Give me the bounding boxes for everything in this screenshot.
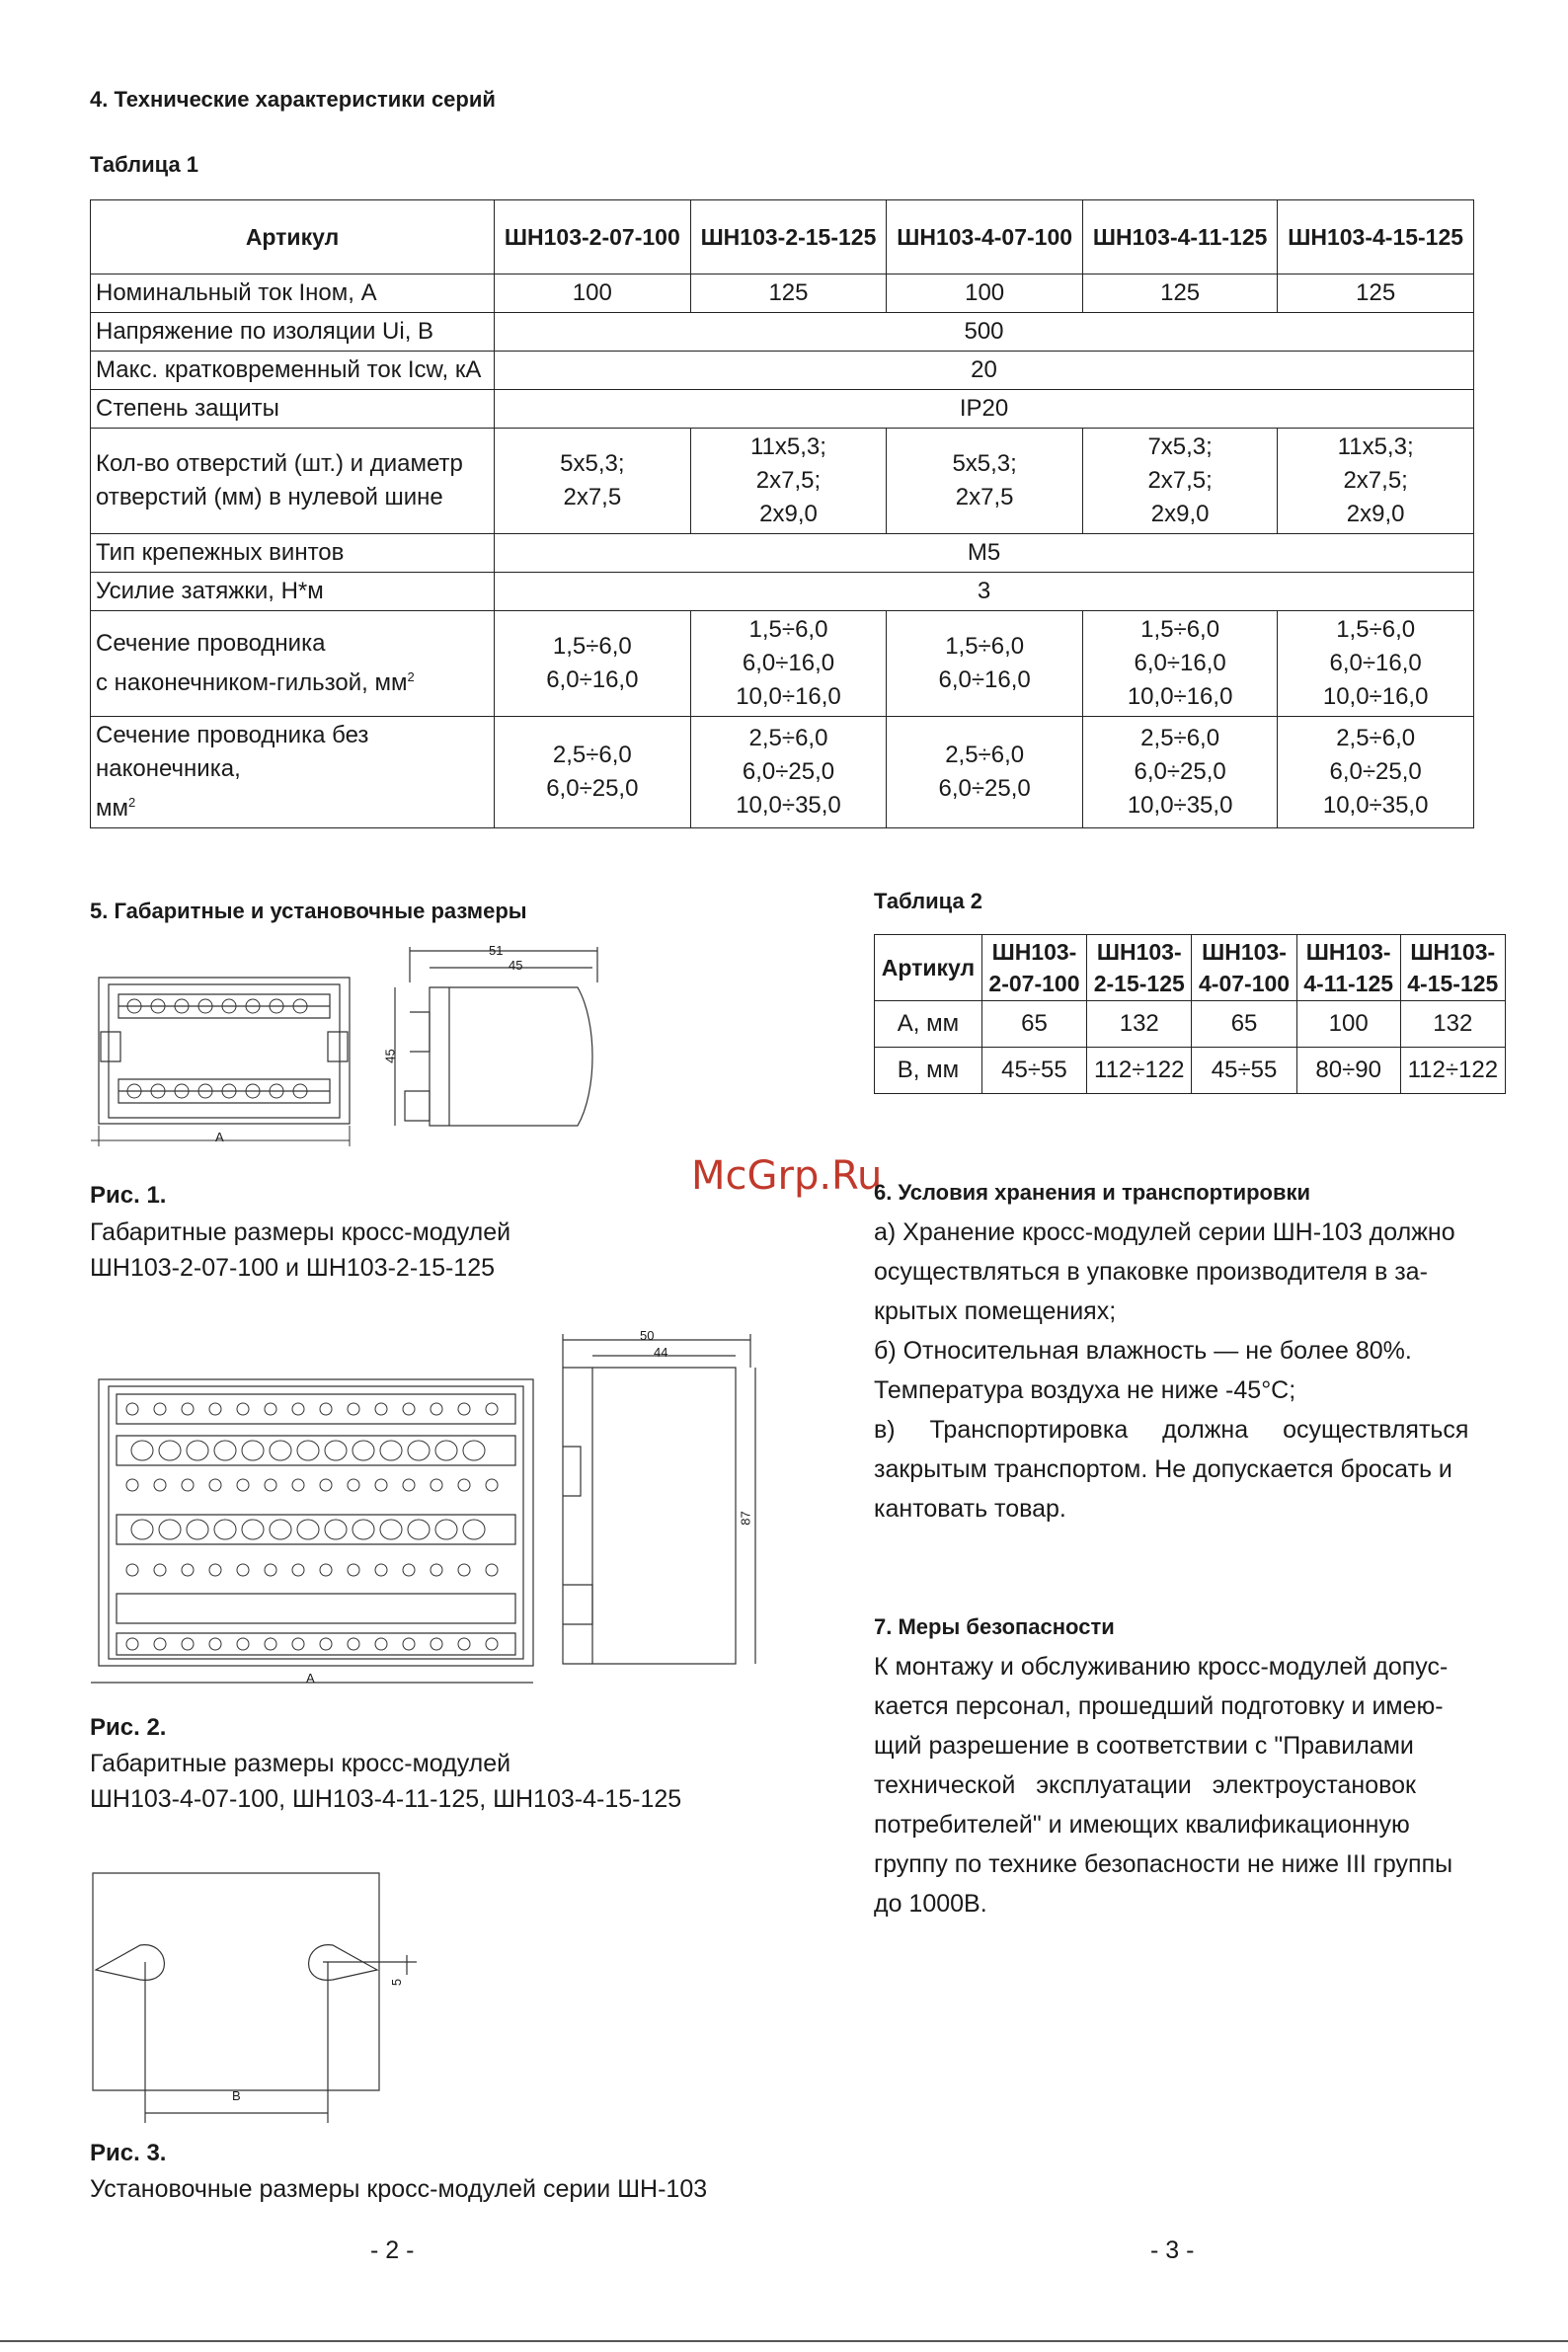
cell-line: 1,5÷6,0 bbox=[1140, 616, 1220, 643]
row-label-line: с наконечником-гильзой, $мм^2$ bbox=[96, 669, 415, 696]
cell-line: 2,5÷6,0 bbox=[748, 725, 828, 751]
text-line: кается персонал, прошедший подготовку и имею- bbox=[874, 1692, 1444, 1720]
section-6-body bbox=[874, 1213, 1476, 1529]
caption-line: ШН103-4-07-100, ШН103-4-11-125, ШН103-4-15-125 bbox=[90, 1785, 682, 1813]
header-cell: Артикул bbox=[91, 200, 495, 274]
table-cell: 500 bbox=[495, 313, 1474, 352]
row-label bbox=[91, 611, 495, 717]
cell-line: 5х5,3; bbox=[560, 450, 625, 477]
text-line: осуществляться в упаковке производителя в за- bbox=[874, 1258, 1428, 1286]
text-line: крытых помещениях; bbox=[874, 1297, 1117, 1325]
table-row bbox=[91, 313, 1474, 352]
cell-line: 6,0÷25,0 bbox=[742, 758, 835, 785]
table-cell: 20 bbox=[495, 352, 1474, 390]
table-row bbox=[91, 534, 1474, 573]
cell-line: 10,0÷35,0 bbox=[1127, 792, 1233, 819]
cell-line: 2,5÷6,0 bbox=[1336, 725, 1416, 751]
text-line: в) Транспортировка должна осуществляться bbox=[874, 1416, 1469, 1444]
fig3-dim-5: 5 bbox=[389, 1978, 405, 1987]
cell-line: 2,5÷6,0 bbox=[1140, 725, 1220, 751]
cell-line: 2х7,5; bbox=[755, 467, 822, 494]
header-cell: ШН103-2-15-125 bbox=[690, 200, 887, 274]
table-cell: 112÷122 bbox=[1087, 1048, 1192, 1094]
cell-line: 11х5,3; bbox=[750, 433, 826, 460]
text-line: К монтажу и обслуживанию кросс-модулей допус- bbox=[874, 1653, 1449, 1681]
cell-line: 6,0÷16,0 bbox=[742, 650, 835, 676]
table-cell: 132 bbox=[1087, 1001, 1192, 1048]
caption-line: Габаритные размеры кросс-модулей bbox=[90, 1218, 511, 1246]
fig2-side-view bbox=[553, 1328, 770, 1679]
fig3-mounting-view bbox=[91, 1871, 427, 2148]
cell-line: 2,5÷6,0 bbox=[552, 742, 632, 768]
table-cell: 125 bbox=[690, 274, 887, 313]
row-label: Номинальный ток Iном, А bbox=[91, 274, 495, 313]
cell-line: 2х7,5; bbox=[1147, 467, 1213, 494]
row-label-line: Сечение проводника без наконечника, bbox=[96, 722, 369, 782]
fig3-caption: Установочные размеры кросс-модулей серии ШН-103 bbox=[90, 2175, 708, 2203]
table-row bbox=[91, 352, 1474, 390]
fig1-caption bbox=[90, 1215, 510, 1286]
fig1-side-view bbox=[390, 943, 617, 1140]
text-line: закрытым транспортом. Не допускается бросать и bbox=[874, 1455, 1452, 1483]
section-7-body bbox=[874, 1647, 1476, 1923]
text-line: щий разрешение в соответствии с "Правилами bbox=[874, 1732, 1414, 1760]
table-cell: 112÷122 bbox=[1400, 1048, 1505, 1094]
header-cell: ШН103- 4-07-100 bbox=[1192, 935, 1296, 1001]
table-cell bbox=[887, 717, 1083, 828]
table-cell: В, мм bbox=[875, 1048, 982, 1094]
table-header-row bbox=[875, 935, 1506, 1001]
table-cell bbox=[1278, 611, 1474, 717]
dimensions-table bbox=[874, 934, 1506, 1094]
cell-line: 7х5,3; bbox=[1147, 433, 1213, 460]
text-line: группу по технике безопасности не ниже III группы bbox=[874, 1850, 1453, 1878]
page-number-right: - 3 - bbox=[1150, 2236, 1195, 2264]
fig1-dim-45-width: 45 bbox=[509, 958, 523, 973]
text-line: до 1000В. bbox=[874, 1890, 987, 1918]
table-cell: 3 bbox=[495, 573, 1474, 611]
table-cell: 100 bbox=[495, 274, 691, 313]
cell-line: 11х5,3; bbox=[1337, 433, 1414, 460]
fig2-caption bbox=[90, 1746, 681, 1817]
table-cell: М5 bbox=[495, 534, 1474, 573]
cell-line: 1,5÷6,0 bbox=[552, 633, 632, 660]
row-label: Напряжение по изоляции Ui, В bbox=[91, 313, 495, 352]
cell-line: 6,0÷16,0 bbox=[1329, 650, 1422, 676]
text-line: кантовать товар. bbox=[874, 1495, 1066, 1523]
fig2-dim-44: 44 bbox=[654, 1345, 668, 1360]
cell-line: 6,0÷16,0 bbox=[1134, 650, 1226, 676]
cell-line: 1,5÷6,0 bbox=[748, 616, 828, 643]
table-cell bbox=[690, 429, 887, 534]
row-label-line: Кол-во отверстий (шт.) и диаметр bbox=[96, 450, 463, 477]
fig2-dim-87: 87 bbox=[738, 1511, 753, 1526]
cell-line: 6,0÷25,0 bbox=[1329, 758, 1422, 785]
cell-line: 2х9,0 bbox=[1150, 501, 1210, 527]
header-cell: ШН103-4-07-100 bbox=[887, 200, 1083, 274]
table-cell: 100 bbox=[887, 274, 1083, 313]
fig2-title: Рис. 2. bbox=[90, 1714, 167, 1741]
watermark: McGrp.Ru bbox=[691, 1153, 883, 1199]
row-label: Тип крепежных винтов bbox=[91, 534, 495, 573]
header-cell: ШН103-4-15-125 bbox=[1278, 200, 1474, 274]
cell-line: 1,5÷6,0 bbox=[1336, 616, 1416, 643]
caption-line: Габаритные размеры кросс-модулей bbox=[90, 1750, 511, 1777]
header-cell: ШН103- 2-15-125 bbox=[1087, 935, 1192, 1001]
table-row bbox=[91, 611, 1474, 717]
specifications-table bbox=[90, 199, 1474, 828]
table-cell bbox=[887, 429, 1083, 534]
fig2-front-view bbox=[91, 1374, 545, 1690]
row-label bbox=[91, 717, 495, 828]
cell-line: 10,0÷35,0 bbox=[736, 792, 841, 819]
header-cell: ШН103- 2-07-100 bbox=[981, 935, 1086, 1001]
cell-line: 2х7,5; bbox=[1343, 467, 1408, 494]
fig2-dim-a: A bbox=[306, 1671, 315, 1686]
table-cell: 65 bbox=[981, 1001, 1086, 1048]
table-cell bbox=[1278, 717, 1474, 828]
table-row bbox=[875, 1001, 1506, 1048]
header-cell: ШН103- 4-15-125 bbox=[1400, 935, 1505, 1001]
table-row bbox=[91, 717, 1474, 828]
cell-line: 6,0÷25,0 bbox=[1134, 758, 1226, 785]
table-cell: IP20 bbox=[495, 390, 1474, 429]
fig3-dim-b: B bbox=[232, 2088, 241, 2103]
header-cell: ШН103-4-11-125 bbox=[1082, 200, 1277, 274]
row-label: Усилие затяжки, Н*м bbox=[91, 573, 495, 611]
row-label: Макс. кратковременный ток Icw, кА bbox=[91, 352, 495, 390]
header-cell: ШН103-2-07-100 bbox=[495, 200, 691, 274]
table-cell bbox=[1082, 611, 1277, 717]
text-line: технической эксплуатации электроустановок bbox=[874, 1771, 1416, 1799]
cell-line: 2,5÷6,0 bbox=[945, 742, 1025, 768]
text-line: потребителей" и имеющих квалификационную bbox=[874, 1811, 1410, 1839]
section-4-title: 4. Технические характеристики серий bbox=[90, 87, 496, 112]
fig1-dim-51: 51 bbox=[489, 943, 504, 958]
cell-line: 5х5,3; bbox=[952, 450, 1017, 477]
fig2-dim-50: 50 bbox=[640, 1328, 655, 1343]
row-label-line: отверстий (мм) в нулевой шине bbox=[96, 484, 443, 510]
cell-line: 2х7,5 bbox=[563, 484, 622, 510]
superscript: 2 bbox=[407, 669, 415, 684]
table-cell: 45÷55 bbox=[981, 1048, 1086, 1094]
row-label-line: Сечение проводника bbox=[96, 630, 326, 657]
fig1-front-view bbox=[91, 973, 357, 1155]
table-cell: 80÷90 bbox=[1296, 1048, 1400, 1094]
section-5-title: 5. Габаритные и установочные размеры bbox=[90, 899, 527, 923]
table-cell bbox=[1278, 429, 1474, 534]
table-cell bbox=[887, 611, 1083, 717]
text-line: Температура воздуха не ниже -45°С; bbox=[874, 1376, 1296, 1404]
caption-line: ШН103-2-07-100 и ШН103-2-15-125 bbox=[90, 1254, 496, 1282]
section-7-title: 7. Меры безопасности bbox=[874, 1614, 1115, 1639]
cell-line: 10,0÷35,0 bbox=[1322, 792, 1429, 819]
table-cell bbox=[495, 717, 691, 828]
text-line: б) Относительная влажность — не более 80%. bbox=[874, 1337, 1412, 1365]
table-cell: А, мм bbox=[875, 1001, 982, 1048]
section-6-title: 6. Условия хранения и транспортировки bbox=[874, 1180, 1311, 1205]
row-label: Степень защиты bbox=[91, 390, 495, 429]
cell-line: 2х9,0 bbox=[1346, 501, 1405, 527]
table-cell bbox=[690, 611, 887, 717]
table-cell: 45÷55 bbox=[1192, 1048, 1296, 1094]
table-row bbox=[875, 1048, 1506, 1094]
table-2-label: Таблица 2 bbox=[874, 889, 983, 913]
cell-line: 10,0÷16,0 bbox=[736, 683, 841, 710]
fig1-dim-45-height: 45 bbox=[382, 1049, 398, 1063]
table-cell: 132 bbox=[1400, 1001, 1505, 1048]
table-cell bbox=[495, 611, 691, 717]
page-bottom-edge bbox=[0, 2340, 1568, 2342]
row-label bbox=[91, 429, 495, 534]
table-cell bbox=[1082, 717, 1277, 828]
cell-line: 2х7,5 bbox=[955, 484, 1014, 510]
table-row bbox=[91, 429, 1474, 534]
cell-line: 6,0÷16,0 bbox=[546, 666, 639, 693]
header-cell: Артикул bbox=[875, 935, 982, 1001]
cell-line: 10,0÷16,0 bbox=[1322, 683, 1429, 710]
table-cell bbox=[495, 429, 691, 534]
cell-line: 6,0÷25,0 bbox=[546, 775, 639, 802]
cell-line: 1,5÷6,0 bbox=[945, 633, 1025, 660]
table-cell: 125 bbox=[1278, 274, 1474, 313]
page-number-left: - 2 - bbox=[370, 2236, 415, 2264]
table-cell: 65 bbox=[1192, 1001, 1296, 1048]
table-1-label: Таблица 1 bbox=[90, 152, 199, 177]
table-row bbox=[91, 573, 1474, 611]
table-header-row bbox=[91, 200, 1474, 274]
fig1-title: Рис. 1. bbox=[90, 1182, 167, 1209]
table-cell: 125 bbox=[1082, 274, 1277, 313]
cell-line: 6,0÷16,0 bbox=[938, 666, 1031, 693]
table-row bbox=[91, 274, 1474, 313]
table-cell: 100 bbox=[1296, 1001, 1400, 1048]
fig3-title: Рис. 3. bbox=[90, 2140, 167, 2166]
text-line: а) Хранение кросс-модулей серии ШН-103 должно bbox=[874, 1218, 1455, 1246]
superscript: 2 bbox=[128, 795, 136, 810]
row-label-line: $мм^2$ bbox=[96, 795, 136, 822]
cell-line: 10,0÷16,0 bbox=[1127, 683, 1233, 710]
table-cell bbox=[690, 717, 887, 828]
table-cell bbox=[1082, 429, 1277, 534]
header-cell: ШН103- 4-11-125 bbox=[1296, 935, 1400, 1001]
cell-line: 2х9,0 bbox=[759, 501, 818, 527]
table-row bbox=[91, 390, 1474, 429]
fig1-dim-a: A bbox=[215, 1130, 224, 1144]
cell-line: 6,0÷25,0 bbox=[938, 775, 1031, 802]
